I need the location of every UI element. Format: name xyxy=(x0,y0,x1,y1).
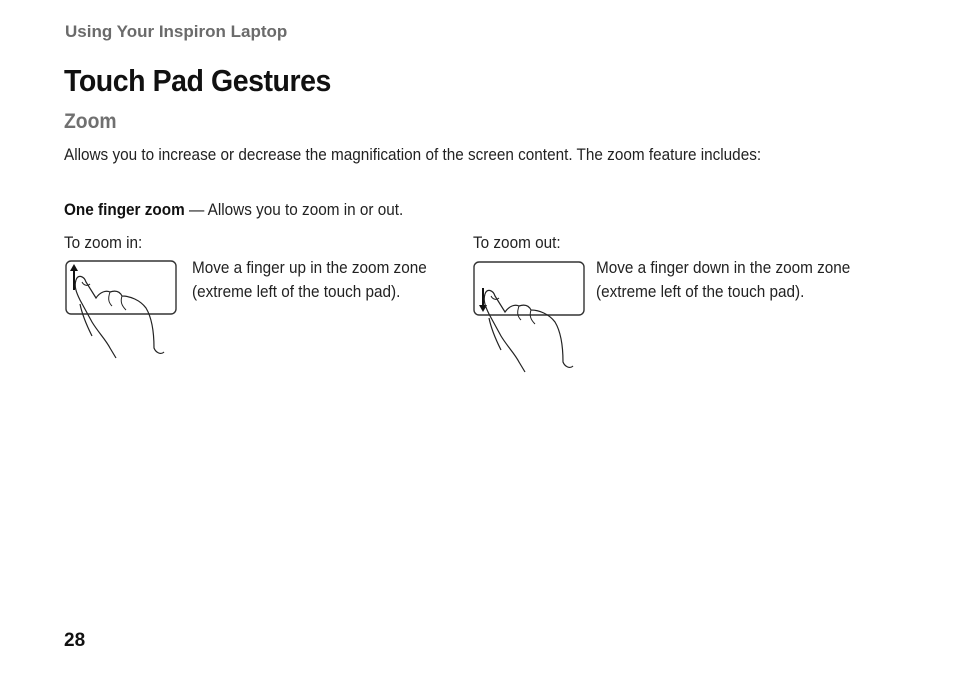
feature-description: — Allows you to zoom in or out. xyxy=(184,200,404,219)
section-heading: Zoom xyxy=(64,110,117,133)
touchpad-zoom-in-icon xyxy=(62,256,182,362)
page-number: 28 xyxy=(64,630,86,651)
running-head: Using Your Inspiron Laptop xyxy=(65,22,288,41)
zoom-out-illustration xyxy=(470,256,590,376)
intro-paragraph: Allows you to increase or decrease the magnification of the screen content. The zoom feature includes: xyxy=(64,145,762,164)
zoom-out-description: Move a finger down in the zoom zone (extreme left of the touch pad). xyxy=(596,258,851,301)
feature-line xyxy=(64,198,403,222)
page-title: Touch Pad Gestures xyxy=(64,63,331,98)
zoom-in-description: Move a finger up in the zoom zone (extreme left of the touch pad). xyxy=(192,258,427,301)
feature-name: One finger zoom xyxy=(64,200,185,219)
zoom-out-label: To zoom out: xyxy=(473,233,561,252)
zoom-in-illustration xyxy=(62,256,182,362)
touchpad-zoom-out-icon xyxy=(470,256,590,376)
zoom-in-label: To zoom in: xyxy=(64,233,143,252)
